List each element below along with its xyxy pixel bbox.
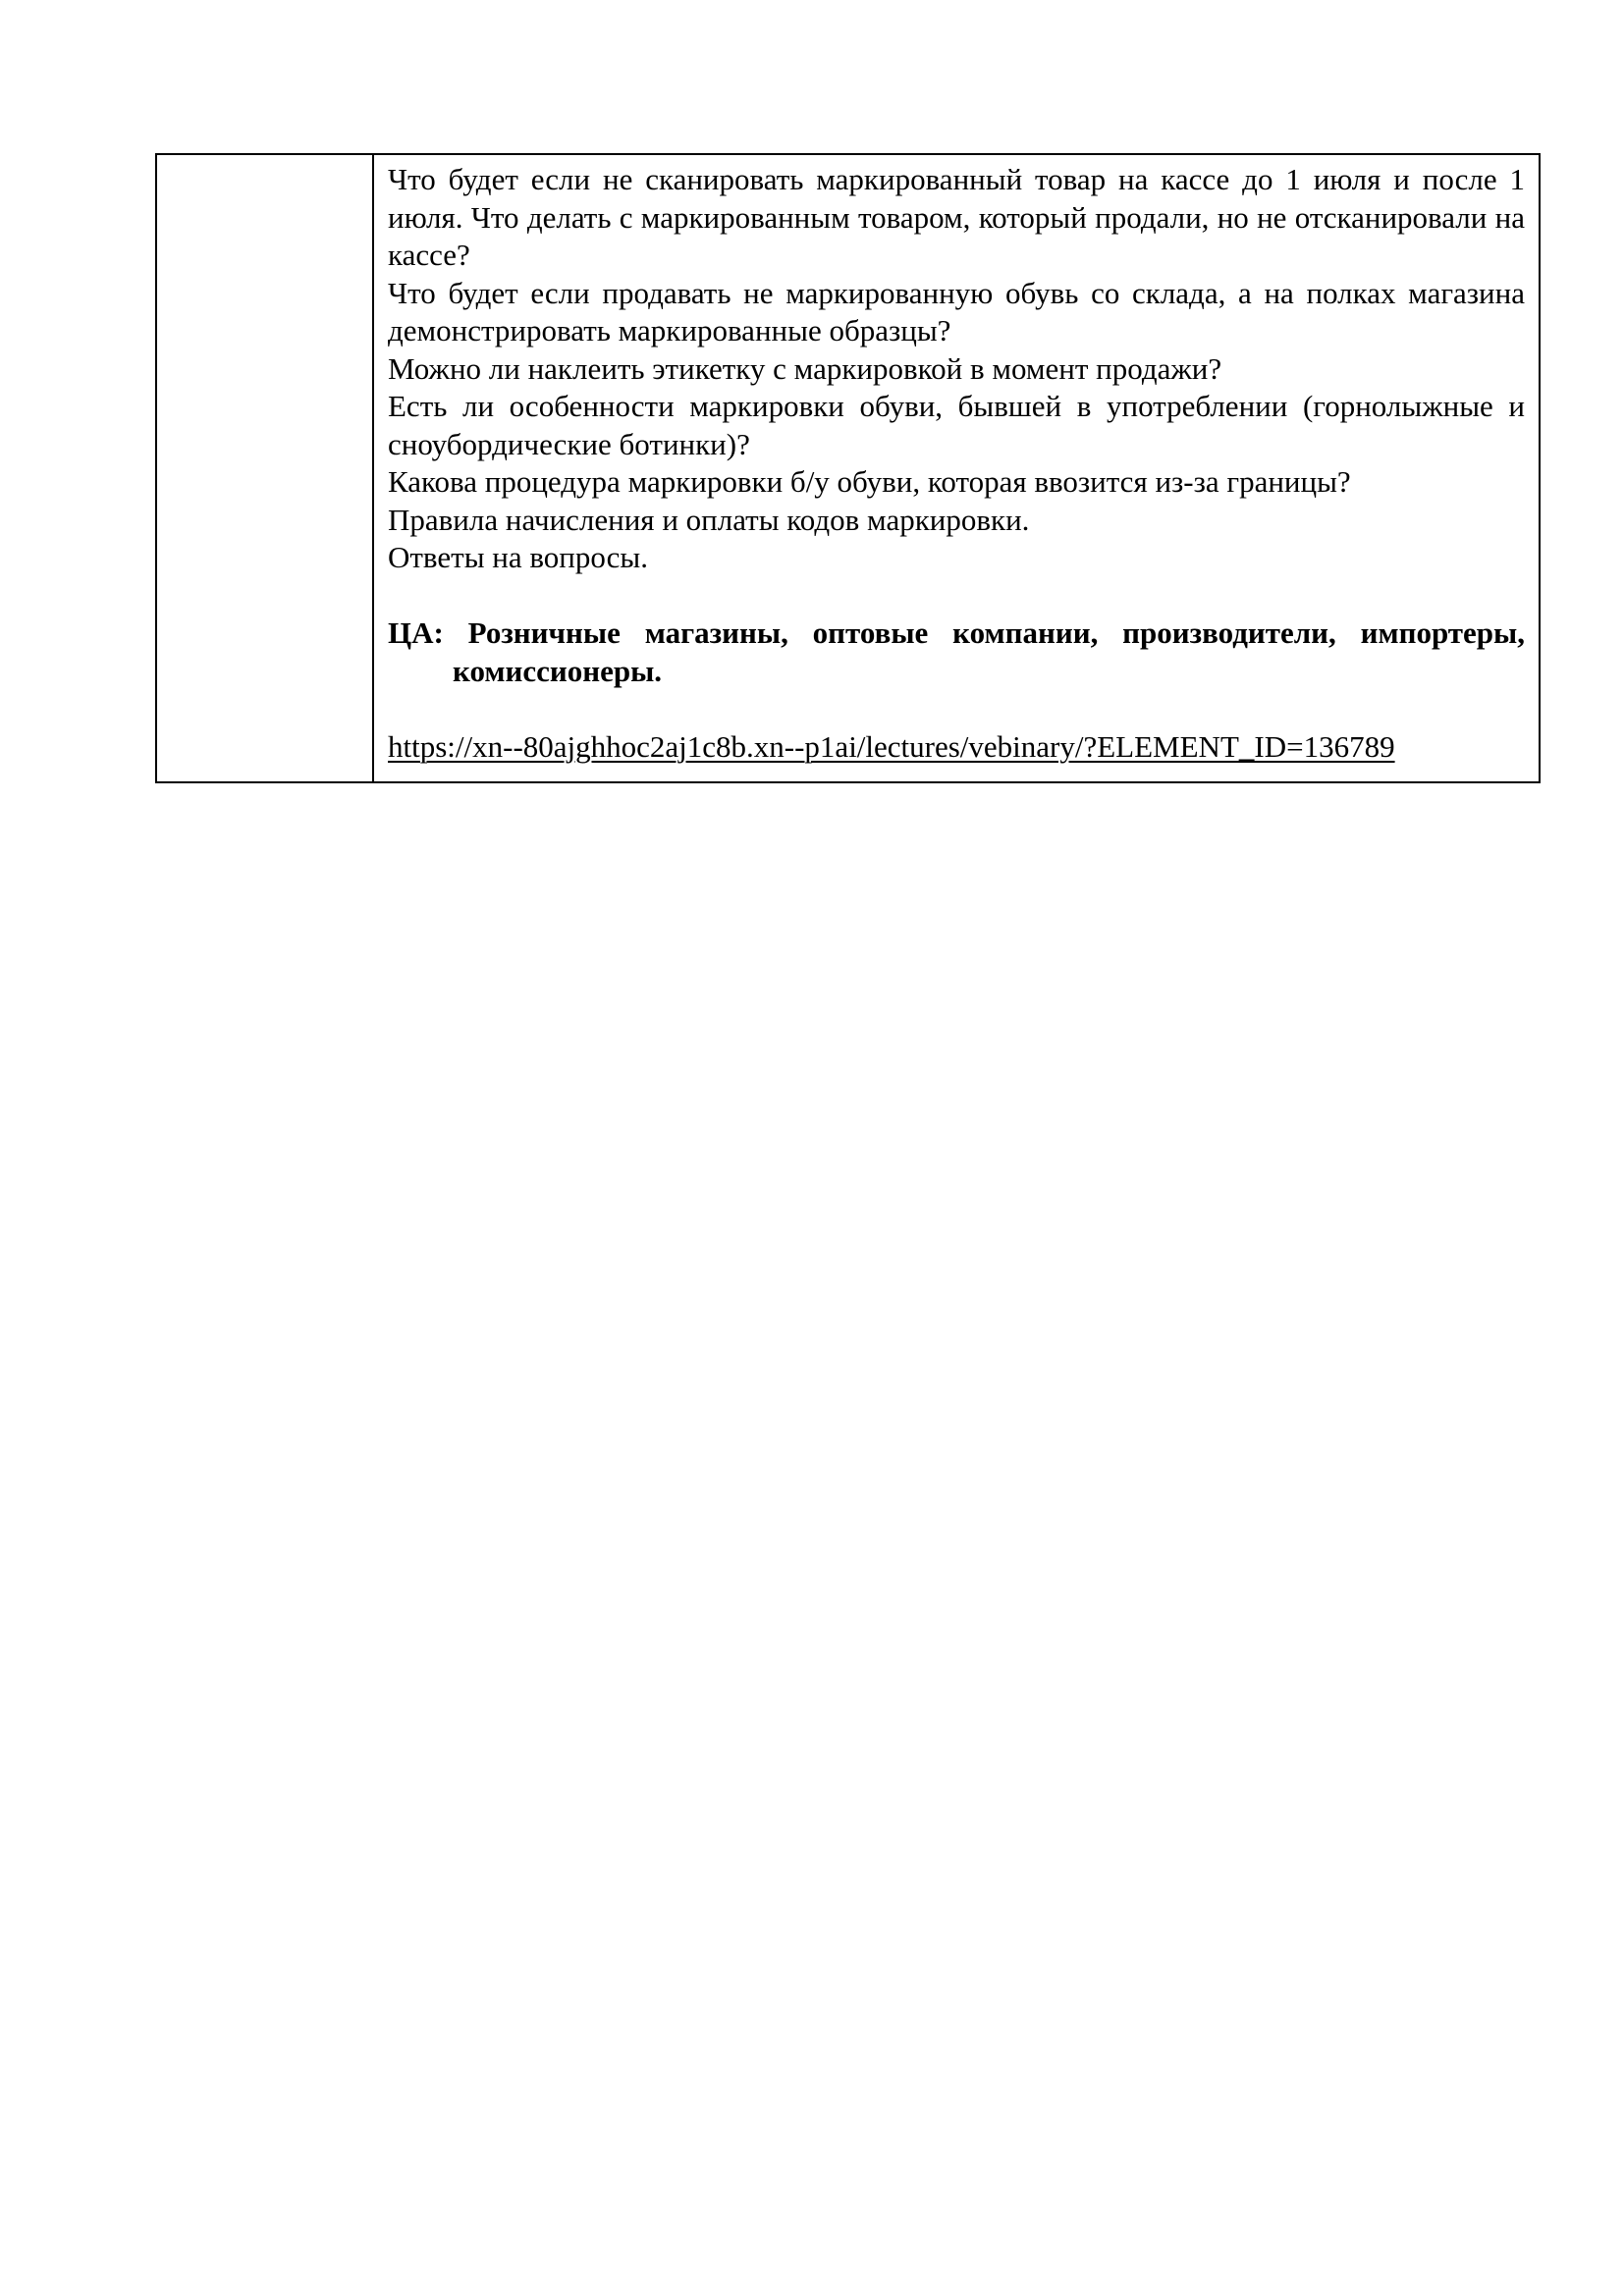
webinar-link[interactable]: https://xn--80ajghhoc2aj1c8b.xn--p1ai/lectures/vebinary/?ELEMENT_ID=136789 [388,728,1395,764]
target-audience: ЦА: Розничные магазины, оптовые компании, производители, импортеры, комиссионеры. [388,615,1525,688]
question-paragraph: Правила начисления и оплаты кодов маркировки. [388,502,1030,537]
question-paragraph: Какова процедура маркировки б/у обуви, которая ввозится из-за границы? [388,464,1351,499]
question-paragraph: Что будет если не сканировать маркированный товар на кассе до 1 июля и после 1 июля. Что делать с маркированным товаром, который продали, но не отсканировали на кассе? [388,162,1525,272]
blank-line [388,690,1525,728]
webinar-link-line [388,728,1525,767]
question-paragraph: Что будет если продавать не маркированную обувь со склада, а на полках магазина демонстрировать маркированные образцы? [388,275,1525,347]
question-paragraph: Есть ли особенности маркировки обуви, бывшей в употреблении (горнолыжные и сноубордические ботинки)? [388,389,1525,461]
table-cell-left [156,154,373,782]
schedule-table [155,153,1541,783]
table-row [156,154,1540,782]
blank-line [388,577,1525,615]
question-paragraph: Ответы на вопросы. [388,540,648,574]
table-cell-description [373,154,1540,782]
question-paragraph: Можно ли наклеить этикетку с маркировкой в момент продажи? [388,350,1222,386]
